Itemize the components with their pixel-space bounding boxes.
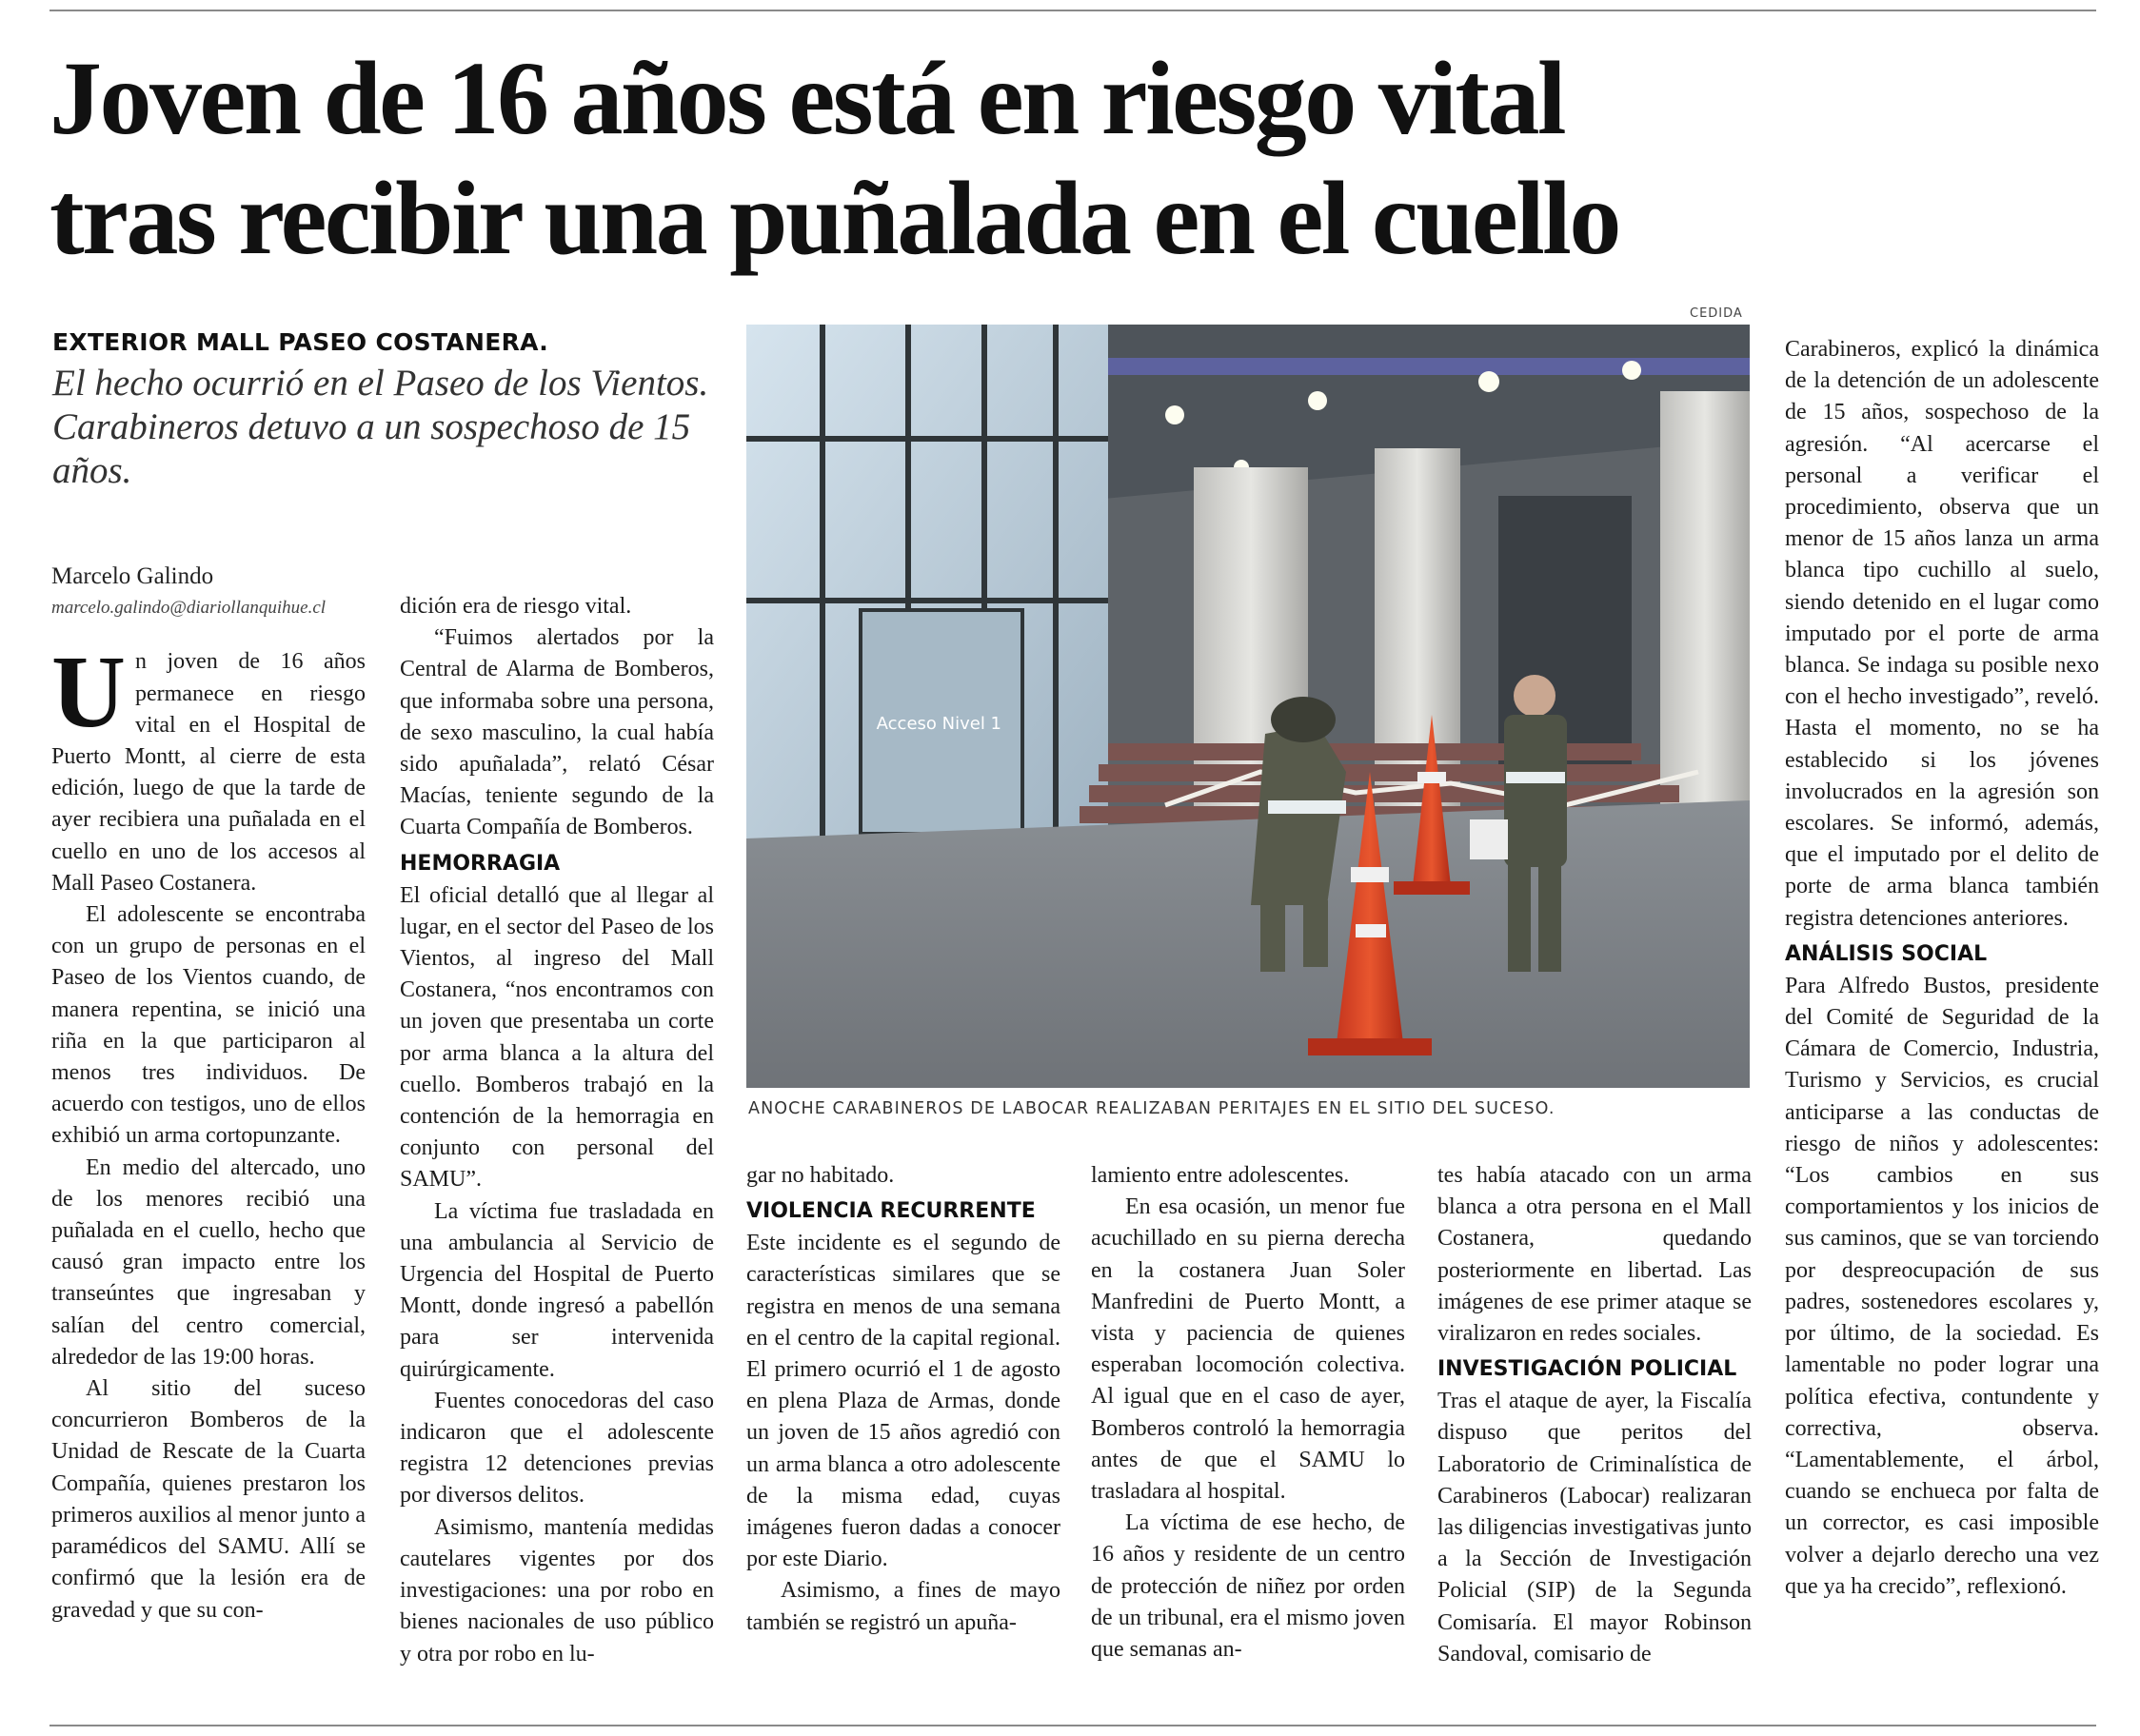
paragraph: tes había atacado con un arma blanca a otra persona en el Mall Costanera, quedando posteriormente en libertad. Las imágenes de ese primer ataque se viralizaron en redes sociales.: [1437, 1163, 1752, 1347]
paragraph: Un joven de 16 años permanece en riesgo vital en el Hospital de Puerto Montt, al cierre de esta edición, luego de que la tarde de ayer recibiera una puñalada en el cuello en uno de los accesos al Mall Paseo Costanera.: [51, 636, 366, 896]
headline: [50, 38, 2096, 278]
bottom-rule: [50, 1725, 2096, 1726]
subhead-hemorragia: HEMORRAGIA: [400, 851, 561, 876]
photo-credit: CEDIDA: [1690, 306, 1743, 321]
paragraph: “Fuimos alertados por la Central de Alarma de Bomberos, que informaba sobre una persona, de sexo masculino, la cual había sido apuñalada”, relató César Macías, teniente segundo de la Cuarta Compañía de Bomberos.: [400, 625, 714, 840]
article-column-3: [746, 1160, 1060, 1639]
lead-block: [52, 328, 719, 493]
headline-line-2: tras recibir una puñalada en el cuello: [50, 160, 1619, 276]
article-column-5: [1437, 1160, 1752, 1670]
paragraph: La víctima fue trasladada en una ambulancia al Servicio de Urgencia del Hospital de Puerto Montt, donde ingresó a pabellón para ser intervenida quirúrgicamente.: [400, 1198, 714, 1382]
paragraph: lamiento entre adolescentes.: [1091, 1163, 1350, 1188]
paragraph: El oficial detalló que al llegar al lugar, en el sector del Paseo de los Vientos, al ingreso del Mall Costanera, “nos encontramos con un joven que presentaba un corte por arma blanca a la altura del cuello. Bomberos trabajó en la contención de la hemorragia en conjunto con personal del SAMU”.: [400, 882, 714, 1193]
top-rule: [50, 10, 2096, 11]
paragraph: Para Alfredo Bustos, presidente del Comité de Seguridad de la Cámara de Comercio, Industria, Turismo y Servicios, es crucial anticiparse a las conductas de riesgo de niños y adolescentes: “Los cambios en sus comportamientos y los inicios de sus caminos, que se van torciendo por despreocupación de sus padres, sostenedores escolares y, por último, de la sociedad. Es lamentable no poder lograr una política efectiva, contundente y correctiva, observa. “Lamentablemente, el árbol, cuando se enchueca por falta de un corrector, es casi imposible volver a dejarlo derecho una vez que ya ha crecido”, reflexionó.: [1785, 973, 2099, 1599]
byline-email: marcelo.galindo@diariollanquihue.cl: [51, 598, 327, 619]
deck: El hecho ocurrió en el Paseo de los Vientos. Carabineros detuvo a un sospechoso de 15 años.: [52, 363, 709, 491]
article-column-1: [51, 561, 366, 1627]
paragraph: Este incidente es el segundo de características similares que se registra en menos de una semana en el centro de la capital regional. El primero ocurrió el 1 de agosto en plena Plaza de Armas, donde un joven de 15 años agredió con un arma blanca a otro adolescente de la misma edad, cuyas imágenes fueron dadas a conocer por este Diario.: [746, 1231, 1060, 1572]
paragraph: gar no habitado.: [746, 1163, 895, 1188]
paragraph: En esa ocasión, un menor fue acuchillado en su pierna derecha en la costanera Juan Soler Manfredini de Puerto Montt, a vista y paciencia de quienes esperaban locomoción colectiva. Al igual que en el caso de ayer, Bomberos controló la hemorragia antes de que el SAMU lo trasladara al hospital.: [1091, 1194, 1405, 1505]
article-column-2: [400, 591, 714, 1670]
kicker: EXTERIOR MALL PASEO COSTANERA.: [52, 328, 549, 356]
paragraph: Asimismo, mantenía medidas cautelares vigentes por dos investigaciones: una por robo en bienes nacionales de uso público y otra por robo en lu-: [400, 1514, 714, 1667]
paragraph: En medio del altercado, uno de los menores recibió una puñalada en el cuello, hecho que causó gran impacto entre los transeúntes que ingresaban y salían del centro comercial, alrededor de las 19:00 horas.: [51, 1154, 366, 1370]
headline-line-1: Joven de 16 años está en riesgo vital: [50, 40, 1565, 156]
drop-cap: U: [51, 636, 126, 750]
article-column-4: [1091, 1160, 1405, 1666]
photo-caption: ANOCHE CARABINEROS DE LABOCAR REALIZABAN PERITAJES EN EL SITIO DEL SUCESO.: [748, 1099, 1555, 1118]
subhead-investigacion: INVESTIGACIÓN POLICIAL: [1437, 1357, 1737, 1382]
subhead-violencia: VIOLENCIA RECURRENTE: [746, 1199, 1036, 1224]
news-photo: [746, 325, 1750, 1088]
paragraph: Asimismo, a fines de mayo también se registró un apuña-: [746, 1578, 1060, 1635]
article-column-6: [1785, 334, 2099, 1603]
subhead-analisis: ANÁLISIS SOCIAL: [1785, 941, 1988, 966]
paragraph: El adolescente se encontraba con un grupo de personas en el Paseo de los Vientos cuando, de manera repentina, se inició una riña en la que participaron al menos tres individuos. De acuerdo con testigos, uno de ellos exhibió un arma cortopunzante.: [51, 902, 366, 1149]
paragraph: dición era de riesgo vital.: [400, 594, 632, 619]
byline-author: Marcelo Galindo: [51, 563, 214, 589]
paragraph: Carabineros, explicó la dinámica de la detención de un adolescente de 15 años, sospechoso de la agresión. “Al acercarse el personal a verificar el procedimiento, observa que un menor de 15 años lanza un arma blanca tipo cuchillo al suelo, siendo detenido en el lugar como imputado por el porte de arma blanca. Se indaga su posible nexo con el hecho investigado”, reveló. Hasta el momento, no se ha establecido si los jóvenes involucrados en la agresión son escolares. Se informó, además, que el imputado por el delito de porte de arma blanca también registra detenciones anteriores.: [1785, 337, 2099, 931]
paragraph: Fuentes conocedoras del caso indicaron que el adolescente registra 12 detenciones previas por diversos delitos.: [400, 1388, 714, 1509]
photo-sign-text: Acceso Nivel 1: [876, 714, 1001, 734]
paragraph: La víctima de ese hecho, de 16 años y residente de un centro de protección de niñez por orden de un tribunal, era el mismo joven que semanas an-: [1091, 1510, 1405, 1663]
paragraph: Al sitio del suceso concurrieron Bomberos de la Unidad de Rescate de la Cuarta Compañía, quienes prestaron los primeros auxilios al menor junto a paramédicos del SAMU. Allí se confirmó que la lesión era de gravedad y que su con-: [51, 1376, 366, 1623]
paragraph: Tras el ataque de ayer, la Fiscalía dispuso que peritos del Laboratorio de Criminalística de Carabineros (Labocar) realizaran las diligencias investigativas junto a la Sección de Investigación Policial (SIP) de la Segunda Comisaría. El mayor Robinson Sandoval, comisario de: [1437, 1389, 1752, 1667]
